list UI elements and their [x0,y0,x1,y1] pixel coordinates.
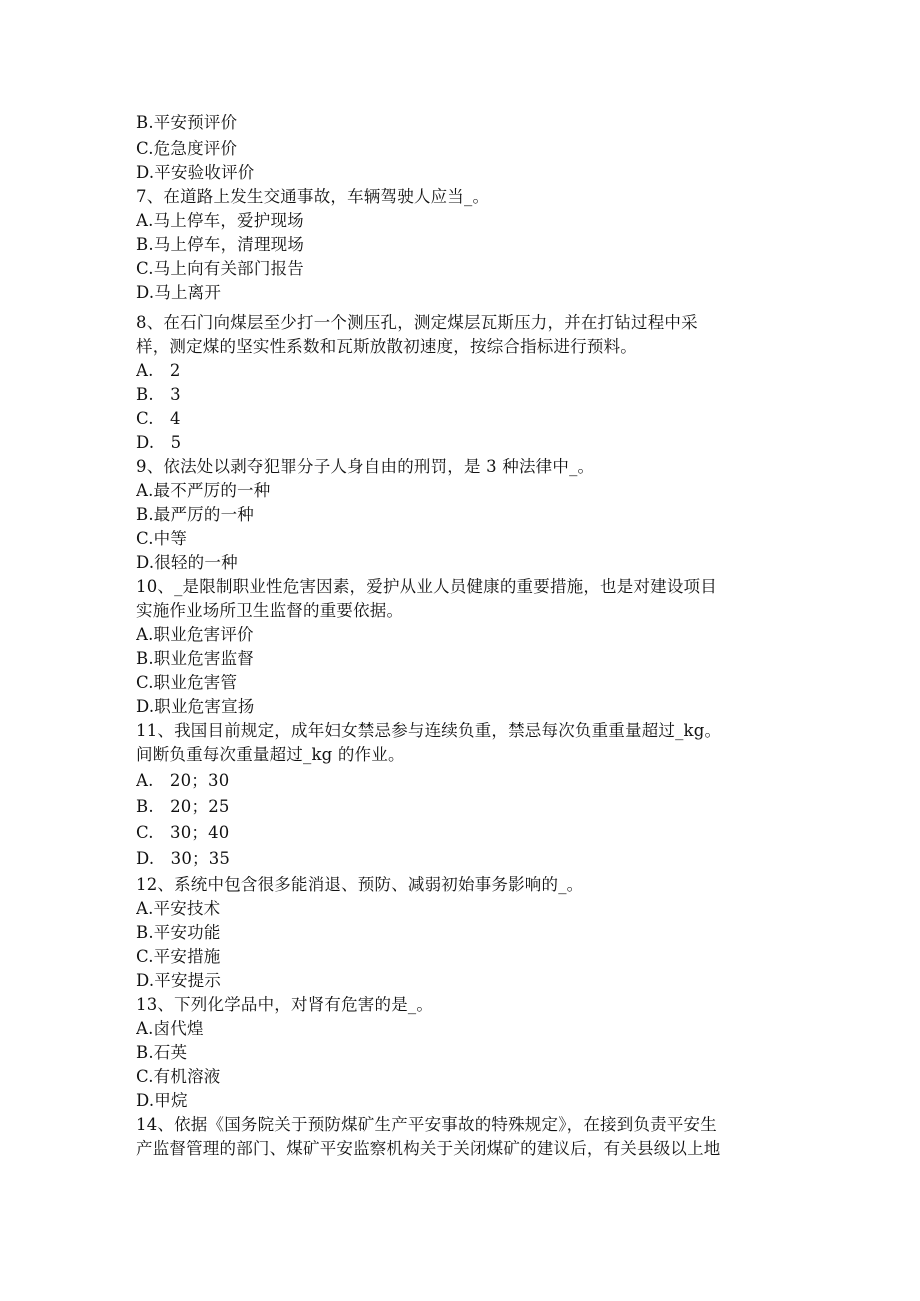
option-b-q13: B.石英 [136,1043,188,1062]
option-c-q8: C. 4 [136,409,181,428]
option-b-q10: B.职业危害监督 [136,649,254,668]
question-9: 9、依法处以剥夺犯罪分子人身自由的刑罚，是 3 种法律中_。 [136,457,595,476]
question-11-line-2: 间断负重每次重量超过_kg 的作业。 [136,745,405,764]
option-c-q9: C.中等 [136,529,188,548]
option-c-q12: C.平安措施 [136,947,221,966]
option-d-q7: D.马上离开 [136,283,222,302]
question-12: 12、系统中包含很多能消退、预防、减弱初始事务影响的_。 [136,875,584,894]
option-b-q11: B. 20；25 [136,797,230,816]
option-a-q9: A.最不严厉的一种 [136,481,271,500]
option-d-q11: D. 30；35 [136,849,231,868]
question-8-line-2: 样，测定煤的坚实性系数和瓦斯放散初速度，按综合指标进行预料。 [136,337,637,356]
option-c-q10: C.职业危害管 [136,673,238,692]
option-b-q9: B.最严厉的一种 [136,505,254,524]
option-c-q6: C.危急度评价 [136,139,238,158]
option-d-q9: D.很轻的一种 [136,553,238,572]
question-13: 13、下列化学品中，对肾有危害的是_。 [136,995,434,1014]
option-b-q6: B.平安预评价 [136,113,238,132]
option-d-q6: D.平安验收评价 [136,163,255,182]
option-d-q13: D.甲烷 [136,1091,188,1110]
option-d-q8: D. 5 [136,433,182,452]
option-a-q13: A.卤代煌 [136,1019,204,1038]
question-10-line-1: 10、_是限制职业性危害因素，爱护从业人员健康的重要措施，也是对建设项目 [136,577,717,596]
option-c-q7: C.马上向有关部门报告 [136,259,304,278]
option-c-q13: C.有机溶液 [136,1067,221,1086]
question-8-line-1: 8、在石门向煤层至少打一个测压孔，测定煤层瓦斯压力，并在打钻过程中采 [136,313,698,332]
option-b-q8: B. 3 [136,385,181,404]
question-14-line-1: 14、依据《国务院关于预防煤矿生产平安事故的特殊规定》，在接到负责平安生 [136,1115,717,1134]
option-a-q7: A.马上停车，爱护现场 [136,211,304,230]
option-b-q7: B.马上停车，清理现场 [136,235,305,254]
option-d-q10: D.职业危害宣扬 [136,697,255,716]
question-7: 7、在道路上发生交通事故，车辆驾驶人应当_。 [136,187,490,206]
option-b-q12: B.平安功能 [136,923,221,942]
option-c-q11: C. 30；40 [136,823,230,842]
option-a-q11: A. 20；30 [136,771,230,790]
option-a-q8: A. 2 [136,361,181,380]
option-a-q12: A.平安技术 [136,899,221,918]
question-14-line-2: 产监督管理的部门、煤矿平安监察机构关于关闭煤矿的建议后，有关县级以上地 [136,1139,721,1158]
question-11-line-1: 11、我国目前规定，成年妇女禁忌参与连续负重，禁忌每次负重重量超过_kg。 [136,721,722,740]
option-a-q10: A.职业危害评价 [136,625,254,644]
option-d-q12: D.平安提示 [136,971,222,990]
question-10-line-2: 实施作业场所卫生监督的重要依据。 [136,601,404,620]
document-page [136,111,786,1161]
